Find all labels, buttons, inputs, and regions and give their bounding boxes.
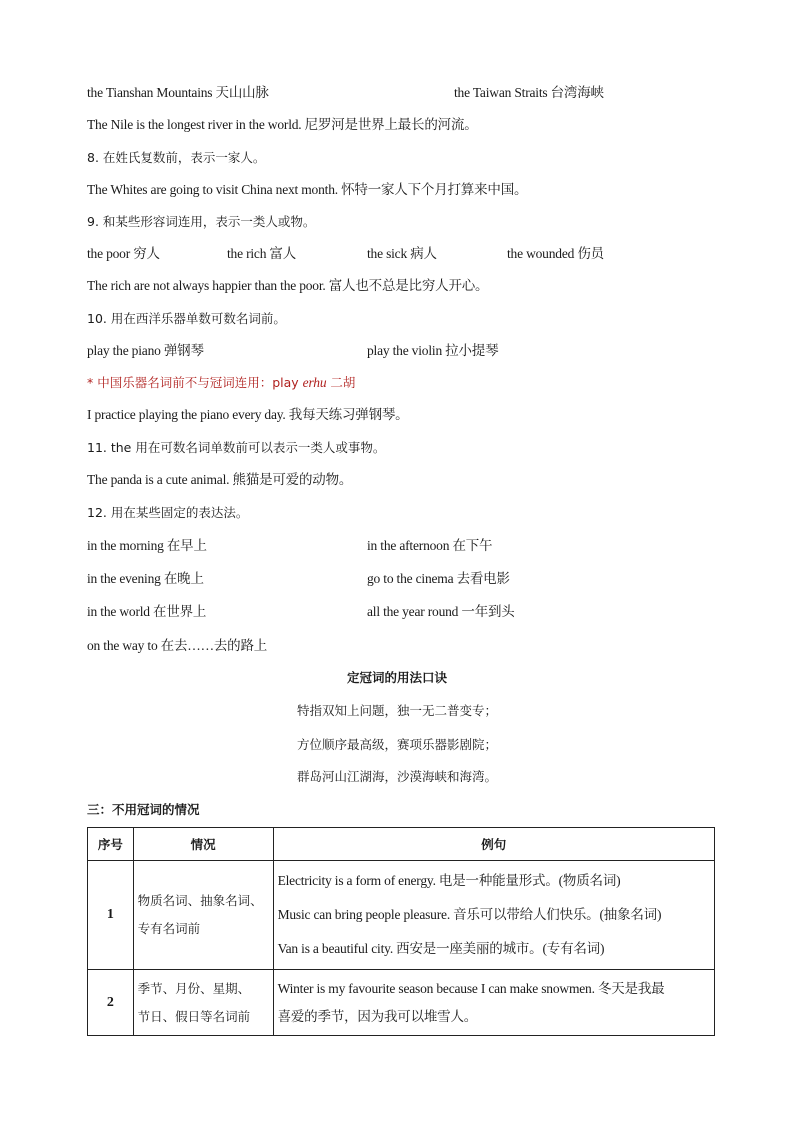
sentence-nile: The Nile is the longest river in the world. 尼罗河是世界上最长的河流。 xyxy=(87,117,478,132)
example-the-sick: the sick 病人 xyxy=(367,246,437,261)
example-winter: Winter is my favourite season because I can make snowmen. 冬天是我最 xyxy=(277,980,665,996)
rule-9-heading: 9. 和某些形容词连用，表示一类人或物。 xyxy=(87,214,316,229)
rhyme-line-1: 特指双知上问题，独一无二普变专； xyxy=(296,703,497,718)
example-in-the-afternoon: in the afternoon 在下午 xyxy=(367,538,493,553)
example-xian: Van is a beautiful city. 西安是一座美丽的城市。(专有名词) xyxy=(277,941,605,956)
example-go-to-the-cinema: go to the cinema 去看电影 xyxy=(367,571,510,586)
row-number: 1 xyxy=(88,861,134,970)
note-erhu: erhu xyxy=(302,375,327,390)
sentence-rich-poor: The rich are not always happier than the poor. 富人也不总是比穷人开心。 xyxy=(87,278,489,293)
header-example: 例句 xyxy=(273,828,714,861)
situation-line: 专有名词前 xyxy=(137,921,201,936)
example-in-the-evening: in the evening 在晚上 xyxy=(87,571,204,586)
line-adjectives xyxy=(87,245,604,263)
note-chinese-instruments xyxy=(87,374,355,392)
table-row xyxy=(88,970,715,1036)
header-number: 序号 xyxy=(88,828,134,861)
line-instruments xyxy=(87,342,499,360)
header-situation: 情况 xyxy=(133,828,273,861)
row-examples xyxy=(273,970,714,1036)
situation-line: 节日、假日等名词前 xyxy=(137,1008,251,1024)
example-music: Music can bring people pleasure. 音乐可以带给人们快乐。(抽象名词) xyxy=(277,907,662,922)
example-tianshan: the Tianshan Mountains 天山山脉 xyxy=(87,85,269,100)
rhyme-line-3: 群岛河山江湖海，沙漠海峡和海湾。 xyxy=(296,769,497,784)
line-fixed-2 xyxy=(87,570,510,588)
example-play-violin: play the violin 拉小提琴 xyxy=(367,343,499,358)
sentence-practice-piano: I practice playing the piano every day. 我每天练习弹钢琴。 xyxy=(87,407,409,422)
no-article-table xyxy=(87,827,715,1036)
example-on-the-way-to: on the way to 在去……去的路上 xyxy=(87,638,268,653)
section-3-title: 三：不用冠词的情况 xyxy=(87,802,200,817)
line-fixed-1 xyxy=(87,537,493,555)
rhyme-line-2: 方位顺序最高级，赛项乐器影剧院； xyxy=(296,737,497,752)
sentence-whites: The Whites are going to visit China next month. 怀特一家人下个月打算来中国。 xyxy=(87,182,528,197)
table-row xyxy=(88,861,715,970)
example-the-wounded: the wounded 伤员 xyxy=(507,246,604,261)
situation-line: 季节、月份、星期、 xyxy=(137,980,251,996)
rule-8-heading: 8. 在姓氏复数前，表示一家人。 xyxy=(87,150,266,165)
example-taiwan-straits: the Taiwan Straits 台湾海峡 xyxy=(454,85,604,100)
example-in-the-world: in the world 在世界上 xyxy=(87,604,207,619)
line-tianshan xyxy=(87,84,604,102)
example-electricity: Electricity is a form of energy. 电是一种能量形式。(物质名词) xyxy=(277,873,621,888)
table-header-row xyxy=(88,828,715,861)
row-situation xyxy=(133,861,273,970)
row-number: 2 xyxy=(88,970,134,1036)
example-winter-cont: 喜爱的季节，因为我可以堆雪人。 xyxy=(277,1008,478,1024)
example-play-piano: play the piano 弹钢琴 xyxy=(87,343,204,358)
sentence-panda: The panda is a cute animal. 熊猫是可爱的动物。 xyxy=(87,472,353,487)
rule-12-heading: 12. 用在某些固定的表达法。 xyxy=(87,505,249,520)
example-the-poor: the poor 穷人 xyxy=(87,246,160,261)
note-suffix: 二胡 xyxy=(326,375,356,390)
note-prefix: * 中国乐器名词前不与冠词连用：play xyxy=(87,375,303,390)
line-fixed-3 xyxy=(87,603,515,621)
rule-10-heading: 10. 用在西洋乐器单数可数名词前。 xyxy=(87,311,286,326)
example-in-the-morning: in the morning 在早上 xyxy=(87,538,207,553)
rule-11-heading: 11. the 用在可数名词单数前可以表示一类人或事物。 xyxy=(87,440,386,455)
row-situation xyxy=(133,970,273,1036)
example-the-rich: the rich 富人 xyxy=(227,246,297,261)
example-all-the-year-round: all the year round 一年到头 xyxy=(367,604,515,619)
row-examples xyxy=(273,861,714,970)
situation-line: 物质名词、抽象名词、 xyxy=(137,893,263,908)
rhyme-title: 定冠词的用法口诀 xyxy=(346,670,447,685)
